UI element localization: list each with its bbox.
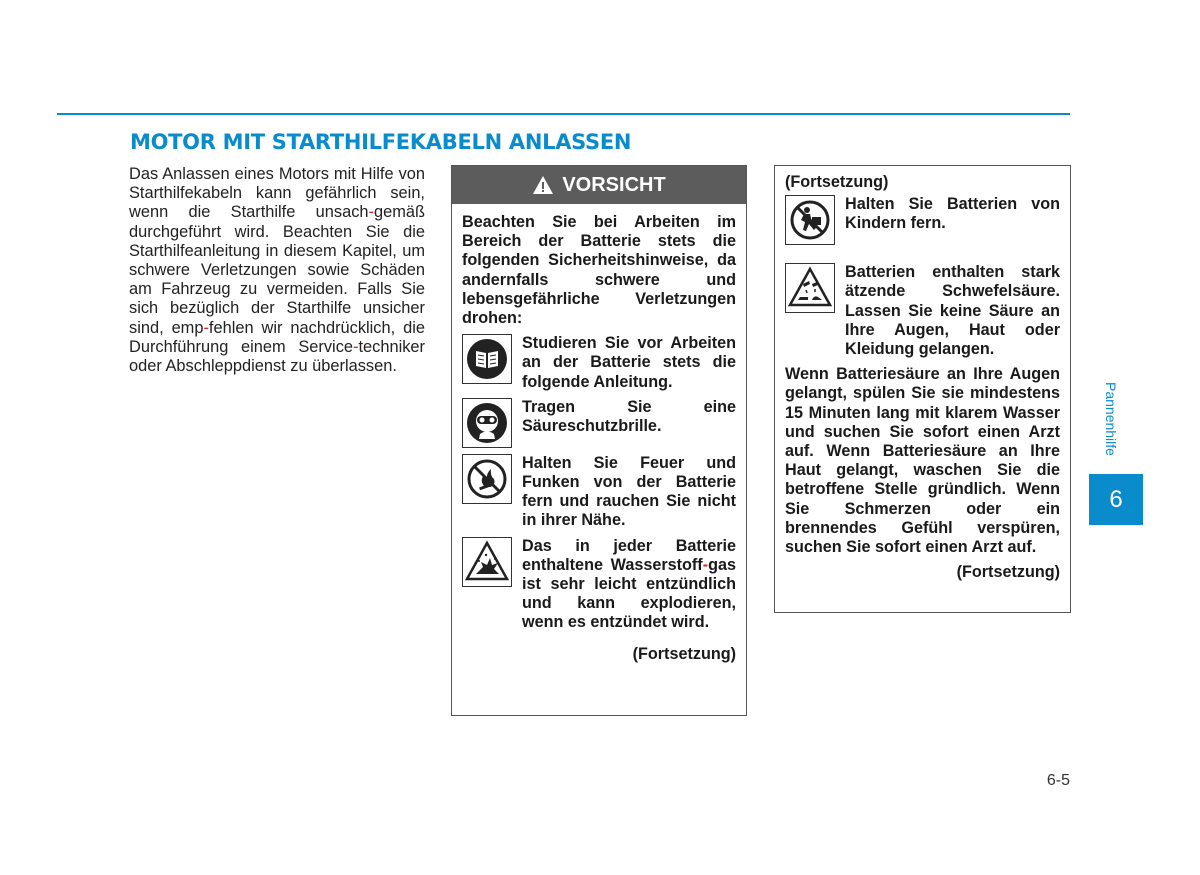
section-title: MOTOR MIT STARTHILFEKABELN ANLASSEN bbox=[130, 130, 632, 154]
continued-label: (Fortsetzung) bbox=[632, 644, 736, 663]
page-number: 6-5 bbox=[1046, 772, 1070, 789]
intro-paragraph: Das Anlassen eines Motors mit Hilfe von Starthilfekabeln kann gefährlich sein, wenn die Starthilfe unsach-gemäß durchgeführt wird. Beachten Sie die Starthilfeanleitung in diesem Kapitel, um schwere Verletzungen sowie Schäden am Fahrzeug zu vermeiden. Falls Sie sich bezüglich der Starthilfe unsicher sind, emp-fehlen wir nachdrücklich, die Durchführung einem Service-techniker oder Abschleppdienst zu überlassen. bbox=[129, 165, 425, 376]
caution-item-read-manual: Studieren Sie vor Arbeiten an der Batterie stets die folgende Anleitung. bbox=[462, 334, 736, 392]
caution-item-hydrogen bbox=[462, 537, 736, 633]
continued-label-bottom: (Fortsetzung) bbox=[956, 563, 1060, 582]
caution-item-hydrogen-text: Das in jeder Batterie enthaltene Wasserstoff-gas ist sehr leicht entzündlich und kann explodieren, wenn es entzündet wird. bbox=[522, 536, 736, 632]
continued-box bbox=[774, 165, 1071, 613]
continued-label-top: (Fortsetzung) bbox=[785, 173, 889, 191]
no-fire-icon bbox=[462, 454, 512, 504]
caution-item-goggles: Tragen Sie eine Säureschutzbrille. bbox=[462, 398, 736, 448]
safety-goggles-icon bbox=[462, 398, 512, 448]
top-rule bbox=[57, 113, 1070, 115]
chapter-tab: 6 bbox=[1089, 474, 1143, 525]
corrosive-warning-icon bbox=[785, 263, 835, 313]
caution-body bbox=[452, 204, 746, 664]
warning-triangle-icon bbox=[532, 175, 554, 195]
first-aid-paragraph: Wenn Batteriesäure an Ihre Augen gelangt, spülen Sie sie mindestens 15 Minuten lang mit klarem Wasser und suchen Sie sofort einen Arzt auf. Wenn Batteriesäure an Ihre Haut gelangt, waschen Sie die betroffene Stelle gründlich. Wenn Sie Schmerzen oder ein brennendes Gefühl verspüren, suchen Sie sofort einen Arzt auf. bbox=[785, 365, 1060, 557]
item-corrosive-acid: Batterien enthalten stark ätzende Schwefelsäure. Lassen Sie keine Säure an Ihre Augen, Haut oder Kleidung gelangen. bbox=[785, 263, 1060, 359]
caution-item-no-fire: Halten Sie Feuer und Funken von der Batterie fern und rauchen Sie nicht in ihrer Nähe. bbox=[462, 454, 736, 531]
explosion-warning-icon bbox=[462, 537, 512, 587]
caution-header bbox=[452, 166, 746, 204]
caution-lead: Beachten Sie bei Arbeiten im Bereich der Batterie stets die folgenden Sicherheitshinweise, da andernfalls schwere und lebensgefährliche Verletzungen drohen: bbox=[462, 213, 736, 328]
book-icon bbox=[462, 334, 512, 384]
chapter-side-label: Pannenhilfe bbox=[1103, 382, 1119, 456]
keep-children-away-icon bbox=[785, 195, 835, 245]
caution-title: VORSICHT bbox=[562, 173, 666, 196]
item-keep-children-away: Halten Sie Batterien von Kindern fern. bbox=[785, 195, 1060, 245]
caution-box bbox=[451, 165, 747, 716]
